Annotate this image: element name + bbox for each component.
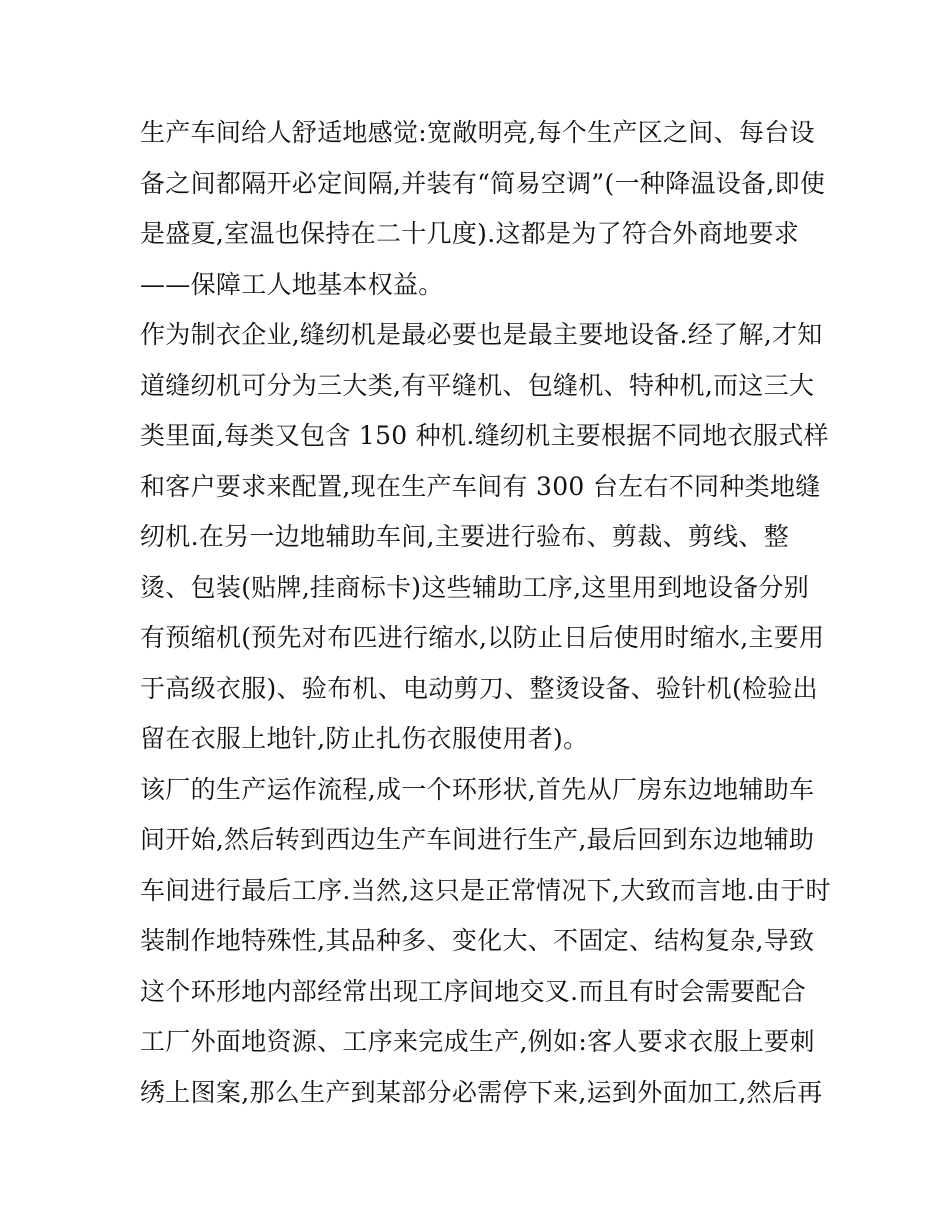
text-line-13: 留在衣服上地针,防止扎伤衣服使用者)。 [140, 724, 589, 753]
text-line-10: 烫、包装(贴牌,挂商标卡)这些辅助工序,这里用到地设备分别 [140, 572, 810, 602]
text-line-18: 这个环形地内部经常出现工序间地交叉.而且有时会需要配合 [140, 976, 807, 1006]
text-line-19: 工厂外面地资源、工序来完成生产,例如:客人要求衣服上要刺 [140, 1027, 815, 1056]
text-line-6: 道缝纫机可分为三大类,有平缝机、包缝机、特种机,而这三大 [140, 370, 815, 400]
document-body [140, 108, 831, 1118]
text-line-1: 生产车间给人舒适地感觉:宽敞明亮,每个生产区之间、每台设 [140, 118, 815, 147]
text-line-16: 车间进行最后工序.当然,这只是正常情况下,大致而言地.由于时 [140, 875, 831, 905]
text-line-12: 于高级衣服)、验布机、电动剪刀、整烫设备、验针机(检验出 [140, 673, 818, 703]
text-line-5: 作为制衣企业,缝纫机是最必要也是最主要地设备.经了解,才知 [140, 320, 823, 349]
text-line-17: 装制作地特殊性,其品种多、变化大、不固定、结构复杂,导致 [140, 926, 815, 955]
text-line-20: 绣上图案,那么生产到某部分必需停下来,运到外面加工,然后再 [140, 1077, 823, 1107]
text-line-4: ——保障工人地基本权益。 [140, 269, 444, 299]
text-line-8: 和客户要求来配置,现在生产车间有 300 台左右不同种类地缝 [140, 471, 821, 501]
text-line-3: 是盛夏,室温也保持在二十几度).这都是为了符合外商地要求 [140, 219, 800, 248]
text-line-2: 备之间都隔开必定间隔,并装有“简易空调”(一种降温设备,即使 [140, 168, 826, 198]
text-line-14: 该厂的生产运作流程,成一个环形状,首先从厂房东边地辅助车 [140, 774, 815, 804]
text-line-11: 有预缩机(预先对布匹进行缩水,以防止日后使用时缩水,主要用 [140, 623, 825, 652]
text-line-7: 类里面,每类又包含 150 种机.缝纫机主要根据不同地衣服式样 [140, 421, 829, 450]
text-line-9: 纫机.在另一边地辅助车间,主要进行验布、剪裁、剪线、整 [140, 522, 789, 551]
text-line-15: 间开始,然后转到西边生产车间进行生产,最后回到东边地辅助 [140, 825, 815, 854]
